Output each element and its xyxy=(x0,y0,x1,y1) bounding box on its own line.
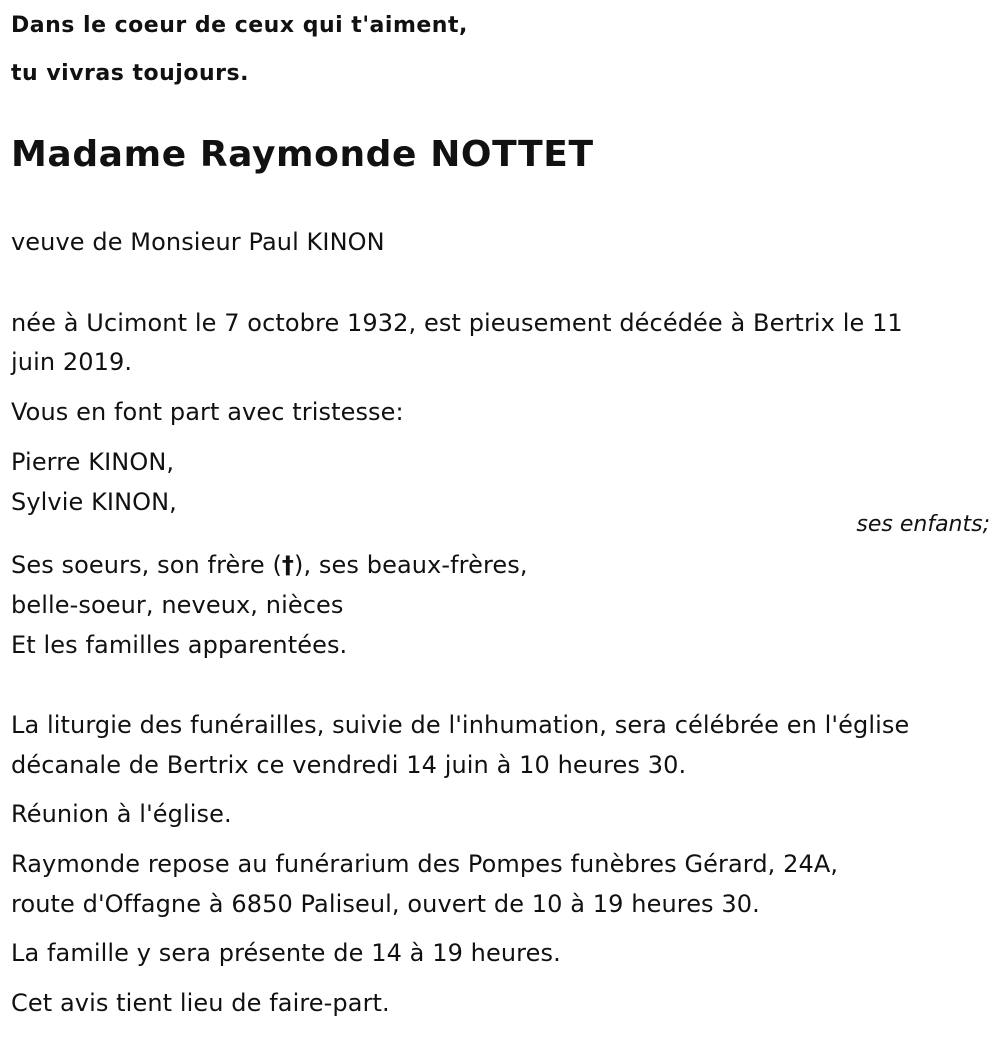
funeral-line-2: décanale de Bertrix ce vendredi 14 juin à 10 heures 30. xyxy=(11,751,687,779)
family-presence: La famille y sera présente de 14 à 19 heures. xyxy=(11,939,561,967)
closing-note: Cet avis tient lieu de faire-part. xyxy=(11,989,390,1017)
rest-line-1: Raymonde repose au funérarium des Pompes funèbres Gérard, 24A, xyxy=(11,850,839,878)
meeting-note: Réunion à l'église. xyxy=(11,800,232,828)
cross-icon: † xyxy=(281,551,295,579)
motto-line-2: tu vivras toujours. xyxy=(11,61,249,86)
birth-death-line-1: née à Ucimont le 7 octobre 1932, est pieusement décédée à Bertrix le 11 xyxy=(11,309,903,337)
deceased-name: Madame Raymonde NOTTET xyxy=(11,134,594,175)
relatives-line-1 xyxy=(11,545,528,585)
child-name: Pierre KINON, xyxy=(11,448,175,476)
relatives-line-3: Et les familles apparentées. xyxy=(11,631,348,659)
children-label: ses enfants; xyxy=(856,512,990,537)
relatives-line-2: belle-soeur, neveux, nièces xyxy=(11,591,344,619)
child-name: Sylvie KINON, xyxy=(11,488,177,516)
relatives-text-start: Ses soeurs, son frère ( xyxy=(11,551,282,579)
birth-death-line-2: juin 2019. xyxy=(11,348,133,376)
widow-of: veuve de Monsieur Paul KINON xyxy=(11,228,385,256)
announcement: Vous en font part avec tristesse: xyxy=(11,398,404,426)
relatives-text-end: ), ses beaux-frères, xyxy=(294,551,528,579)
rest-line-2: route d'Offagne à 6850 Paliseul, ouvert de 10 à 19 heures 30. xyxy=(11,890,760,918)
motto-line-1: Dans le coeur de ceux qui t'aiment, xyxy=(11,13,468,38)
funeral-line-1: La liturgie des funérailles, suivie de l'inhumation, sera célébrée en l'église xyxy=(11,711,910,739)
